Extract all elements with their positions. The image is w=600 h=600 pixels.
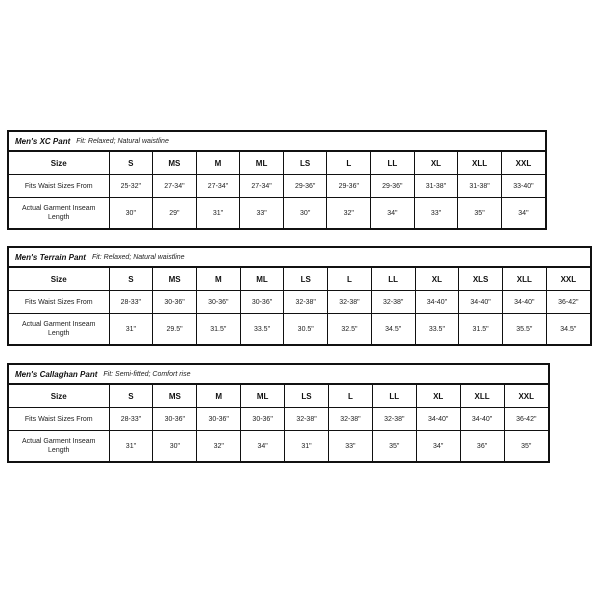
- size-header-cell: ML: [240, 152, 284, 175]
- waist-value-cell: 30-36": [196, 291, 240, 314]
- size-header-cell: XL: [415, 268, 459, 291]
- chart-fit-note: Fit: Relaxed; Natural waistline: [91, 253, 185, 261]
- chart-header: [9, 132, 545, 151]
- inseam-value-cell: 31.5": [459, 314, 503, 345]
- size-header-cell: ML: [240, 268, 284, 291]
- size-header-cell: LL: [372, 385, 416, 408]
- inseam-value-cell: 31": [196, 198, 240, 229]
- size-header-cell: XLS: [459, 268, 503, 291]
- inseam-value-cell: 31": [285, 431, 329, 462]
- size-header-cell: XL: [414, 152, 458, 175]
- inseam-value-cell: 29": [153, 198, 197, 229]
- chart-title: Men's Callaghan Pant: [15, 369, 98, 379]
- row-label: Actual Garment Inseam Length: [9, 314, 109, 345]
- size-header-cell: L: [328, 268, 372, 291]
- inseam-value-cell: 36": [460, 431, 504, 462]
- size-header-cell: LS: [284, 268, 328, 291]
- size-header-cell: S: [109, 385, 153, 408]
- chart-header: [9, 248, 590, 267]
- inseam-value-cell: 29.5": [153, 314, 197, 345]
- chart-title: Men's Terrain Pant: [15, 252, 86, 262]
- inseam-value-cell: 30.5": [284, 314, 328, 345]
- inseam-value-cell: 31": [109, 314, 153, 345]
- inseam-value-cell: 34": [501, 198, 545, 229]
- size-header-cell: M: [196, 268, 240, 291]
- waist-value-cell: 32-38": [284, 291, 328, 314]
- size-header-row: [9, 385, 548, 408]
- row-label: Actual Garment Inseam Length: [9, 431, 109, 462]
- size-table: [9, 151, 545, 228]
- waist-value-cell: 27-34": [153, 175, 197, 198]
- chart-fit-note: Fit: Relaxed; Natural waistline: [76, 137, 169, 145]
- waist-value-cell: 28-33": [109, 408, 153, 431]
- waist-value-cell: 29-36": [283, 175, 327, 198]
- waist-value-cell: 30-36": [241, 408, 285, 431]
- row-label: Size: [9, 268, 109, 291]
- size-header-cell: XLL: [458, 152, 502, 175]
- row-label: Fits Waist Sizes From: [9, 408, 109, 431]
- waist-value-cell: 29-36": [327, 175, 371, 198]
- inseam-value-cell: 33": [240, 198, 284, 229]
- waist-value-cell: 31-38": [458, 175, 502, 198]
- waist-value-cell: 36-42": [504, 408, 548, 431]
- size-header-cell: XLL: [460, 385, 504, 408]
- waist-value-cell: 34-40": [415, 291, 459, 314]
- size-header-cell: MS: [153, 152, 197, 175]
- waist-value-cell: 30-36": [153, 291, 197, 314]
- size-header-cell: XXL: [504, 385, 548, 408]
- waist-value-cell: 27-34": [196, 175, 240, 198]
- inseam-value-cell: 34.5": [546, 314, 590, 345]
- waist-value-cell: 33-40": [501, 175, 545, 198]
- size-header-cell: L: [328, 385, 372, 408]
- inseam-value-cell: 35": [372, 431, 416, 462]
- chart-fit-note: Fit: Semi-fitted; Comfort rise: [103, 370, 191, 378]
- inseam-value-cell: 35": [458, 198, 502, 229]
- row-label: Size: [9, 152, 109, 175]
- size-header-cell: M: [196, 152, 240, 175]
- inseam-row: [9, 198, 545, 229]
- waist-value-cell: 28-33": [109, 291, 153, 314]
- waist-value-cell: 30-36": [197, 408, 241, 431]
- waist-value-cell: 25-32": [109, 175, 153, 198]
- inseam-value-cell: 33": [414, 198, 458, 229]
- waist-value-cell: 32-38": [328, 291, 372, 314]
- size-header-cell: LS: [283, 152, 327, 175]
- waist-value-cell: 32-38": [371, 291, 415, 314]
- inseam-value-cell: 32.5": [328, 314, 372, 345]
- row-label: Fits Waist Sizes From: [9, 175, 109, 198]
- inseam-row: [9, 431, 548, 462]
- row-label: Actual Garment Inseam Length: [9, 198, 109, 229]
- inseam-value-cell: 30": [109, 198, 153, 229]
- inseam-value-cell: 34": [371, 198, 415, 229]
- inseam-value-cell: 35": [504, 431, 548, 462]
- inseam-value-cell: 34": [241, 431, 285, 462]
- size-table: [9, 267, 590, 344]
- inseam-value-cell: 31": [109, 431, 153, 462]
- size-chart-terrain-pant: [7, 246, 592, 346]
- waist-value-cell: 36-42": [546, 291, 590, 314]
- waist-row: [9, 175, 545, 198]
- waist-value-cell: 27-34": [240, 175, 284, 198]
- inseam-value-cell: 33.5": [415, 314, 459, 345]
- size-header-cell: XL: [416, 385, 460, 408]
- size-header-row: [9, 268, 590, 291]
- inseam-value-cell: 32": [327, 198, 371, 229]
- waist-value-cell: 32-38": [372, 408, 416, 431]
- inseam-value-cell: 35.5": [502, 314, 546, 345]
- size-header-cell: LL: [371, 152, 415, 175]
- waist-value-cell: 34-40": [460, 408, 504, 431]
- row-label: Fits Waist Sizes From: [9, 291, 109, 314]
- inseam-value-cell: 30": [153, 431, 197, 462]
- inseam-value-cell: 33": [328, 431, 372, 462]
- inseam-row: [9, 314, 590, 345]
- size-table: [9, 384, 548, 461]
- size-header-cell: XXL: [501, 152, 545, 175]
- row-label: Size: [9, 385, 109, 408]
- size-header-cell: MS: [153, 385, 197, 408]
- waist-value-cell: 32-38": [328, 408, 372, 431]
- size-header-cell: S: [109, 268, 153, 291]
- waist-value-cell: 34-40": [502, 291, 546, 314]
- size-header-cell: XXL: [546, 268, 590, 291]
- inseam-value-cell: 34.5": [371, 314, 415, 345]
- waist-row: [9, 291, 590, 314]
- inseam-value-cell: 32": [197, 431, 241, 462]
- inseam-value-cell: 31.5": [196, 314, 240, 345]
- chart-title: Men's XC Pant: [15, 136, 71, 146]
- inseam-value-cell: 30": [283, 198, 327, 229]
- size-header-cell: L: [327, 152, 371, 175]
- size-header-cell: LS: [285, 385, 329, 408]
- size-chart-callaghan-pant: [7, 363, 550, 463]
- waist-value-cell: 30-36": [240, 291, 284, 314]
- size-header-row: [9, 152, 545, 175]
- size-header-cell: M: [197, 385, 241, 408]
- waist-value-cell: 30-36": [153, 408, 197, 431]
- inseam-value-cell: 33.5": [240, 314, 284, 345]
- waist-value-cell: 32-38": [285, 408, 329, 431]
- size-header-cell: LL: [371, 268, 415, 291]
- size-header-cell: MS: [153, 268, 197, 291]
- waist-value-cell: 34-40": [459, 291, 503, 314]
- size-header-cell: S: [109, 152, 153, 175]
- size-header-cell: XLL: [502, 268, 546, 291]
- size-header-cell: ML: [241, 385, 285, 408]
- waist-value-cell: 31-38": [414, 175, 458, 198]
- inseam-value-cell: 34": [416, 431, 460, 462]
- waist-value-cell: 29-36": [371, 175, 415, 198]
- waist-row: [9, 408, 548, 431]
- waist-value-cell: 34-40": [416, 408, 460, 431]
- chart-header: [9, 365, 548, 384]
- size-chart-xc-pant: [7, 130, 547, 230]
